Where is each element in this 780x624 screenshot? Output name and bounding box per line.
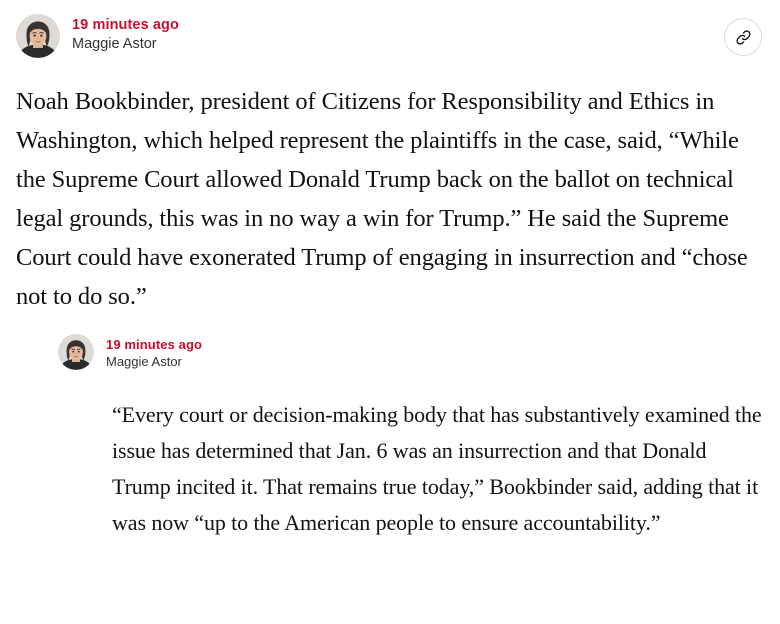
author-avatar-photo [16, 14, 60, 58]
post-body: Noah Bookbinder, president of Citizens for Responsibility and Ethics in Washington, which helped represent the plaintiffs in the case, said, “While the Supreme Court allowed Donald Trump back on the ballot on technical legal grounds, this was in no way a win for Trump.” He said the Supreme Court could have exonerated Trump of engaging in insurrection and “chose not to do so.” [16, 88, 748, 310]
live-update-post-nested [42, 316, 780, 541]
byline-text [72, 14, 179, 54]
post-byline [16, 14, 764, 58]
post-timestamp: 19 minutes ago [72, 17, 179, 33]
post-author: Maggie Astor [106, 354, 182, 369]
post-body: “Every court or decision-making body that has substantively examined the issue has determined that Jan. 6 was an insurrection and that Donald Trump incited it. That remains true today,” Bookbinder said, adding that it was now “up to the American people to ensure accountability.” [112, 402, 762, 535]
author-avatar-photo [58, 334, 94, 370]
byline-text [106, 334, 202, 371]
post-author: Maggie Astor [72, 36, 157, 52]
post-timestamp: 19 minutes ago [106, 337, 203, 352]
post-byline [58, 334, 764, 371]
